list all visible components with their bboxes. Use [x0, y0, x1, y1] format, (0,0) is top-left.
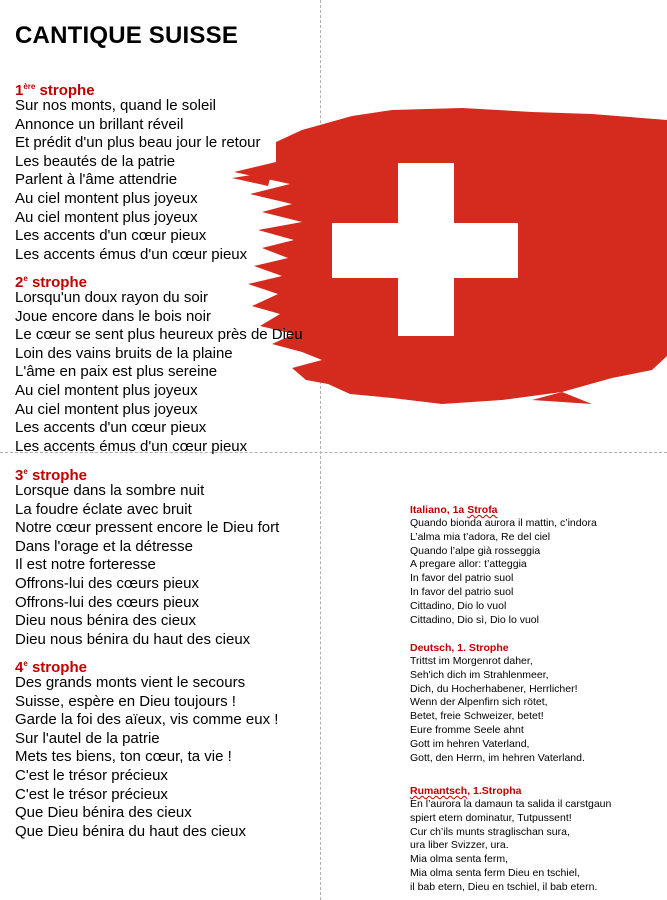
translation-heading: Deutsch, 1. Strophe	[410, 642, 509, 654]
verse-line: Que Dieu bénira des cieux	[15, 804, 192, 822]
verse-line: il bab etern, Dieu en tschiel, il bab etern.	[410, 880, 598, 893]
stanza-4	[15, 655, 278, 841]
verse-line: Offrons-lui des cœurs pieux	[15, 574, 199, 592]
verse-line: Dich, du Hocherhabener, Herrlicher!	[410, 682, 578, 695]
verse-line: Garde la foi des aïeux, vis comme eux !	[15, 711, 279, 729]
translation-italian	[410, 503, 597, 627]
stanza-lines	[15, 482, 279, 649]
stanza-heading: 4e strophe	[15, 659, 87, 676]
verse-line: En l’aurora la damaun ta salida il carstgaun	[410, 798, 612, 810]
verse-line: Les accents émus d'un cœur pieux	[15, 245, 248, 263]
verse-line: Suisse, espère en Dieu toujours !	[15, 692, 236, 710]
verse-line: Sur nos monts, quand le soleil	[15, 97, 216, 114]
verse-line: Des grands monts vient le secours	[15, 674, 246, 691]
verse-line: Cur ch’ils munts straglischan sura,	[410, 825, 570, 838]
verse-line: Quando bionda aurora il mattin, c’indora	[410, 517, 597, 529]
verse-line: Lorsque dans la sombre nuit	[15, 482, 205, 499]
verse-line: Au ciel montent plus joyeux	[15, 208, 198, 226]
verse-line: Trittst im Morgenrot daher,	[410, 655, 533, 667]
verse-line: Eure fromme Seele ahnt	[410, 723, 524, 736]
verse-line: Annonce un brillant réveil	[15, 115, 184, 133]
verse-line: ura liber Svizzer, ura.	[410, 839, 509, 852]
verse-line: C'est le trésor précieux	[15, 766, 168, 784]
translation-romansh	[410, 784, 611, 895]
verse-line: In favor del patrio suol	[410, 585, 514, 598]
verse-line: Betet, freie Schweizer, betet!	[410, 710, 544, 723]
verse-line: L’alma mia t’adora, Re del ciel	[410, 530, 551, 543]
verse-line: Joue encore dans le bois noir	[15, 307, 211, 325]
translation-heading: Italiano, 1a Strofa	[410, 504, 498, 516]
verse-line: La foudre éclate avec bruit	[15, 500, 192, 518]
translation-lines	[410, 655, 585, 765]
verse-line: Dieu nous bénira des cieux	[15, 612, 196, 630]
verse-line: Le cœur se sent plus heureux près de Dieu	[15, 326, 303, 344]
verse-line: Mets tes biens, ton cœur, ta vie !	[15, 748, 232, 766]
verse-line: C'est le trésor précieux	[15, 785, 168, 803]
verse-line: Parlent à l'âme attendrie	[15, 171, 178, 189]
stanza-heading: 2e strophe	[15, 274, 87, 291]
verse-line: Cittadino, Dio lo vuol	[410, 599, 507, 612]
verse-line: A pregare allor: t’atteggia	[410, 558, 527, 571]
verse-line: Les accents d'un cœur pieux	[15, 227, 207, 245]
translation-lines	[410, 798, 611, 895]
verse-line: Quando l’alpe già rosseggia	[410, 544, 541, 557]
stanza-lines	[15, 674, 278, 841]
verse-line: Au ciel montent plus joyeux	[15, 400, 198, 418]
verse-line: Que Dieu bénira du haut des cieux	[15, 822, 246, 840]
verse-line: Les beautés de la patrie	[15, 152, 176, 170]
translation-heading: Rumantsch, 1.Strophа	[410, 785, 522, 797]
verse-line: In favor del patrio suol	[410, 572, 514, 585]
verse-line: L'âme en paix est plus sereine	[15, 363, 218, 381]
verse-line: Et prédit d'un plus beau jour le retour	[15, 134, 261, 152]
verse-line: Les accents émus d'un cœur pieux	[15, 437, 248, 455]
verse-line: Au ciel montent plus joyeux	[15, 189, 198, 207]
stanza-2	[15, 270, 303, 456]
verse-line: Cittadino, Dio sì, Dio lo vuol	[410, 613, 539, 626]
stanza-3	[15, 463, 279, 649]
verse-line: Mia olma senta ferm,	[410, 853, 509, 866]
page-title: CANTIQUE SUISSE	[15, 22, 239, 49]
verse-line: Offrons-lui des cœurs pieux	[15, 593, 199, 611]
translation-lines	[410, 517, 597, 627]
verse-line: Dieu nous bénira du haut des cieux	[15, 630, 251, 648]
verse-line: Gott im hehren Vaterland,	[410, 737, 530, 750]
stanza-1	[15, 78, 261, 264]
verse-line: Loin des vains bruits de la plaine	[15, 344, 233, 362]
verse-line: Mia olma senta ferm Dieu en tschiel,	[410, 866, 580, 879]
stanza-heading: 3e strophe	[15, 467, 87, 484]
verse-line: Gott, den Herrn, im hehren Vaterland.	[410, 751, 585, 764]
verse-line: Notre cœur pressent encore le Dieu fort	[15, 519, 280, 537]
verse-line: Sur l'autel de la patrie	[15, 729, 160, 747]
stanza-heading: 1ère strophe	[15, 82, 95, 99]
verse-line: Wenn der Alpenfirn sich rötet,	[410, 696, 548, 709]
verse-line: Il est notre forteresse	[15, 556, 156, 574]
stanza-lines	[15, 289, 303, 456]
verse-line: Seh'ich dich im Strahlenmeer,	[410, 668, 549, 681]
stanza-lines	[15, 97, 261, 264]
verse-line: Les accents d'un cœur pieux	[15, 419, 207, 437]
translation-german	[410, 641, 585, 765]
verse-line: Au ciel montent plus joyeux	[15, 381, 198, 399]
verse-line: Dans l'orage et la détresse	[15, 537, 193, 555]
verse-line: Lorsqu'un doux rayon du soir	[15, 289, 208, 306]
verse-line: spiert etern dominatur, Tutpussent!	[410, 811, 572, 824]
